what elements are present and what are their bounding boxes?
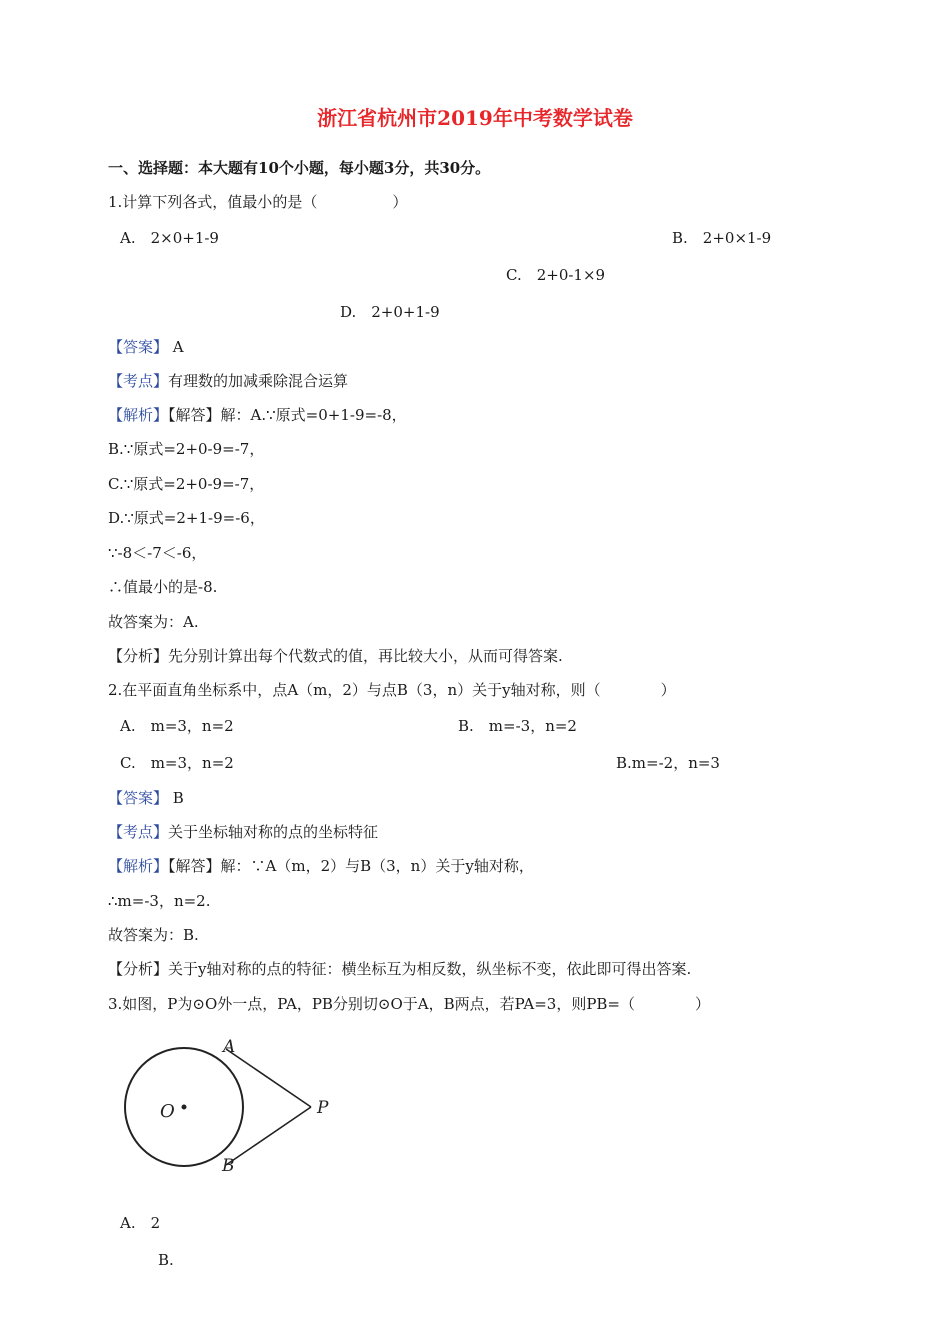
page-title: 浙江省杭州市2019年中考数学试卷 bbox=[317, 106, 633, 130]
question-1-stem: 1.计算下列各式，值最小的是（ ） bbox=[108, 193, 408, 211]
question-1-summary: 【分析】先分别计算出每个代数式的值，再比较大小，从而可得答案. bbox=[108, 647, 563, 665]
section-heading: 一、选择题：本大题有10个小题，每小题3分，共30分。 bbox=[108, 159, 491, 177]
question-1-analysis bbox=[108, 405, 407, 425]
question-1-option-a: A. 2×0+1-9 bbox=[120, 229, 219, 247]
question-2-option-b: B. m=-3，n=2 bbox=[458, 717, 577, 735]
question-3-stem: 3.如图，P为⊙O外一点，PA，PB分别切⊙O于A，B两点，若PA=3，则PB=（ ） bbox=[108, 995, 711, 1013]
point-text: 有理数的加减乘除混合运算 bbox=[168, 372, 349, 390]
tangent-pb bbox=[226, 1107, 311, 1165]
tangent-circle-figure bbox=[110, 1030, 350, 1180]
question-1-final: 故答案为：A. bbox=[108, 613, 199, 631]
label-o: O bbox=[160, 1101, 175, 1122]
tangent-pa bbox=[226, 1049, 311, 1107]
analysis-text: 【解答】解：∵A（m，2）与B（3，n）关于y轴对称， bbox=[168, 857, 534, 875]
point-tag: 【考点】 bbox=[108, 823, 169, 841]
answer-value: A bbox=[168, 338, 184, 356]
analysis-text: 【解答】解：A.∵原式=0+1-9=-8， bbox=[168, 406, 407, 424]
question-2-option-a: A. m=3，n=2 bbox=[120, 717, 234, 735]
answer-tag: 【答案】 bbox=[108, 338, 169, 356]
question-1-option-d: D. 2+0+1-9 bbox=[340, 303, 440, 321]
question-2-summary: 【分析】关于y轴对称的点的特征：横坐标互为相反数，纵坐标不变，依此即可得出答案. bbox=[108, 960, 692, 978]
analysis-tag: 【解析】 bbox=[108, 406, 169, 424]
question-1-option-b: B. 2+0×1-9 bbox=[672, 229, 772, 247]
label-p: P bbox=[317, 1098, 329, 1118]
question-3-option-b: B. bbox=[158, 1251, 174, 1269]
question-2-option-c: C. m=3，n=2 bbox=[120, 754, 234, 772]
question-1-line-b: B.∵原式=2+0-9=-7， bbox=[108, 440, 265, 458]
question-2-option-d: B.m=-2，n=3 bbox=[616, 754, 720, 772]
question-1-answer bbox=[108, 337, 184, 357]
question-1-conclusion: ∴值最小的是-8. bbox=[108, 578, 218, 596]
answer-tag: 【答案】 bbox=[108, 789, 169, 807]
question-2-final: 故答案为：B. bbox=[108, 926, 199, 944]
answer-value: B bbox=[168, 789, 184, 807]
question-1-option-c: C. 2+0-1×9 bbox=[506, 266, 606, 284]
question-2-analysis bbox=[108, 856, 534, 876]
question-3-option-a: A. 2 bbox=[120, 1214, 161, 1232]
label-a: A bbox=[223, 1037, 236, 1057]
center-point bbox=[182, 1105, 187, 1110]
analysis-tag: 【解析】 bbox=[108, 857, 169, 875]
point-text: 关于坐标轴对称的点的坐标特征 bbox=[168, 823, 379, 841]
question-1-line-d: D.∵原式=2+1-9=-6， bbox=[108, 509, 265, 527]
question-1-compare: ∵-8＜-7＜-6， bbox=[108, 544, 207, 562]
question-2-conclusion: ∴m=-3，n=2. bbox=[108, 892, 211, 910]
point-tag: 【考点】 bbox=[108, 372, 169, 390]
question-2-point bbox=[108, 822, 378, 842]
question-1-line-c: C.∵原式=2+0-9=-7， bbox=[108, 475, 265, 493]
question-2-answer bbox=[108, 788, 184, 808]
question-2-stem: 2.在平面直角坐标系中，点A（m，2）与点B（3，n）关于y轴对称，则（ ） bbox=[108, 681, 676, 699]
label-b: B bbox=[222, 1156, 235, 1176]
question-1-point bbox=[108, 371, 348, 391]
